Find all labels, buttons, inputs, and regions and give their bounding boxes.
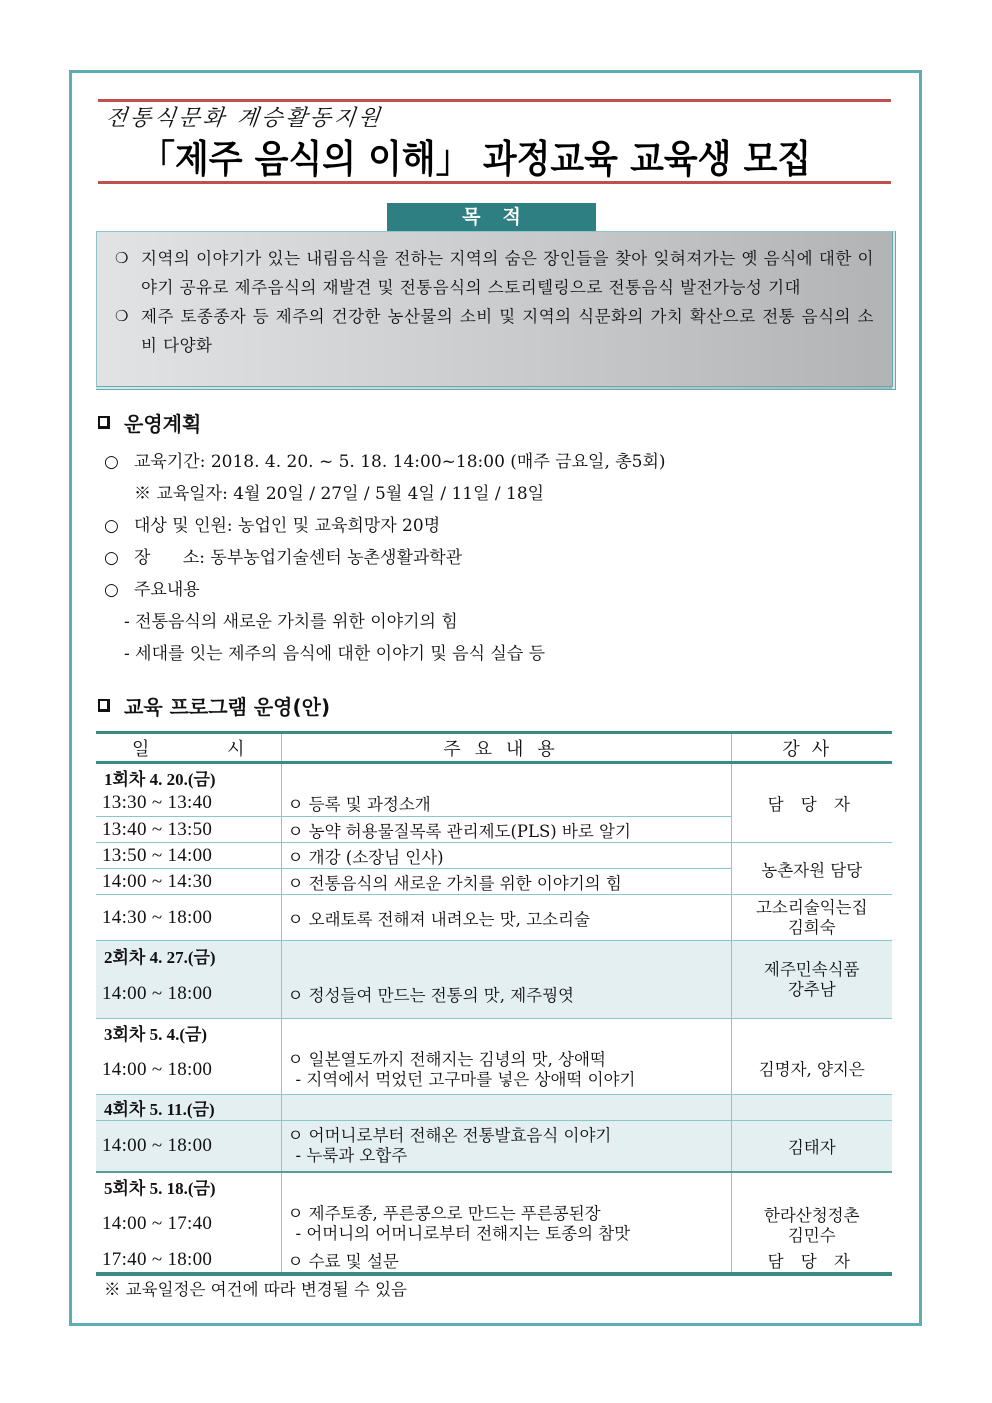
time-cell: 13:30 ~ 13:40 (96, 791, 281, 817)
purpose-tab: 목적 (387, 203, 596, 231)
session-label: 4회차 5. 11.(금) (96, 1095, 281, 1121)
section-heading-program (98, 691, 330, 720)
content-main: ㅇ 일본열도까지 전해지는 김녕의 맛, 상애떡 (287, 1050, 606, 1070)
instructor-org: 고소리술익는집 (755, 897, 868, 917)
title-rule-bottom (98, 181, 891, 184)
table-row (96, 1019, 892, 1047)
purpose-box (96, 231, 896, 390)
instructor-cell (731, 895, 892, 941)
instructor-cell: 김태자 (731, 1121, 892, 1172)
table-row (96, 895, 892, 941)
content-cell: ㅇ 등록 및 과정소개 (281, 791, 731, 817)
plan-item-period (104, 446, 666, 478)
content-main: ㅇ 어머니로부터 전해온 전통발효음식 이야기 (287, 1125, 612, 1145)
plan-dates-text: ※ 교육일자: 4월 20일 / 27일 / 5월 4일 / 11일 / 18일 (134, 484, 545, 504)
content-cell (281, 1047, 731, 1095)
instructor-cell (731, 1172, 892, 1248)
content-sub: - 어머니의 어머니로부터 전해지는 토종의 참맛 (295, 1223, 631, 1243)
table-header-row (96, 733, 892, 763)
session-label: 3회차 5. 4.(금) (96, 1019, 281, 1047)
column-header-instructor: 강사 (731, 733, 892, 763)
plan-list (104, 446, 666, 670)
content-cell: ㅇ 개강 (소장님 인사) (281, 843, 731, 869)
column-header-time: 일 시 (96, 733, 281, 763)
content-cell: ㅇ 오래토록 전해져 내려오는 맛, 고소리술 (281, 895, 731, 941)
purpose-item (115, 244, 874, 302)
table-row (96, 1248, 892, 1274)
circle-bullet-icon: ○ (104, 580, 119, 600)
plan-period-text: 교육기간: 2018. 4. 20. ~ 5. 18. 14:00~18:00 (매주 금요일, 총5회) (134, 452, 666, 472)
purpose-item (115, 302, 874, 360)
circle-bullet-icon: ○ (104, 548, 119, 568)
time-cell: 14:00 ~ 18:00 (96, 1047, 281, 1095)
instructor-cell: 담 당 자 (731, 763, 892, 843)
circle-bullet-icon: ○ (104, 516, 119, 536)
instructor-cell: 농촌자원 담당 (731, 843, 892, 895)
table-row (96, 1172, 892, 1200)
instructor-name: 김민수 (787, 1225, 836, 1245)
plan-item-place (104, 542, 666, 574)
purpose-item-text: 제주 토종종자 등 제주의 건강한 농산물의 소비 및 지역의 식문화의 가치 확산으로 전통 음식의 소비 다양화 (141, 307, 874, 355)
time-cell: 14:00 ~ 18:00 (96, 971, 281, 1019)
time-cell: 14:30 ~ 18:00 (96, 895, 281, 941)
time-cell: 14:00 ~ 18:00 (96, 1121, 281, 1172)
time-cell: 14:00 ~ 14:30 (96, 869, 281, 895)
section-heading-text: 교육 프로그램 운영(안) (124, 695, 331, 719)
square-bullet-icon (98, 699, 110, 712)
instructor-org: 한라산청정촌 (763, 1205, 860, 1225)
circle-bullet-icon: ○ (104, 452, 119, 472)
circle-bullet-icon: ❍ (115, 307, 129, 325)
content-sub: - 누룩과 오합주 (295, 1145, 408, 1165)
plan-item-target (104, 510, 666, 542)
section-heading-plan (98, 408, 201, 437)
session-label: 2회차 4. 27.(금) (96, 941, 281, 971)
section-heading-text: 운영계획 (124, 412, 202, 436)
content-cell (281, 1121, 731, 1172)
plan-content-label: 주요내용 (134, 580, 200, 600)
content-main: ㅇ 제주토종, 푸른콩으로 만드는 푸른콩된장 (287, 1203, 601, 1223)
table-row (96, 1095, 892, 1121)
instructor-name: 강추남 (787, 979, 836, 999)
time-cell: 13:50 ~ 14:00 (96, 843, 281, 869)
table-row (96, 763, 892, 791)
content-sub: - 지역에서 먹었던 고구마를 넣은 상애떡 이야기 (295, 1070, 636, 1090)
square-bullet-icon (98, 416, 110, 429)
circle-bullet-icon: ❍ (115, 249, 129, 267)
content-cell: ㅇ 전통음식의 새로운 가치를 위한 이야기의 힘 (281, 869, 731, 895)
instructor-org: 제주민속식품 (763, 959, 860, 979)
content-cell: ㅇ 정성들여 만드는 전통의 맛, 제주꿩엿 (281, 971, 731, 1019)
instructor-name: 김희숙 (787, 917, 836, 937)
session-label: 5회차 5. 18.(금) (96, 1172, 281, 1200)
schedule-note: ※ 교육일정은 여건에 따라 변경될 수 있음 (104, 1280, 407, 1299)
session-label: 1회차 4. 20.(금) (96, 763, 281, 791)
plan-content-item (104, 638, 666, 670)
time-cell: 13:40 ~ 13:50 (96, 817, 281, 843)
time-cell: 14:00 ~ 17:40 (96, 1200, 281, 1248)
instructor-cell: 김명자, 양지은 (731, 1019, 892, 1095)
plan-content-text: - 전통음식의 새로운 가치를 위한 이야기의 힘 (124, 612, 458, 632)
table-row (96, 843, 892, 869)
content-cell (281, 1200, 731, 1248)
content-cell: ㅇ 농약 허용물질목록 관리제도(PLS) 바로 알기 (281, 817, 731, 843)
column-header-content: 주요내용 (281, 733, 731, 763)
purpose-item-text: 지역의 이야기가 있는 내림음식을 전하는 지역의 숨은 장인들을 찾아 잊혀져가는 옛 음식에 대한 이야기 공유로 제주음식의 재발견 및 전통음식의 스토리텔링으로 전통음식 발전가능성 기대 (141, 249, 874, 297)
program-table (96, 731, 892, 1276)
plan-target-text: 대상 및 인원: 농업인 및 교육희망자 20명 (134, 516, 441, 536)
plan-content-text: - 세대를 잇는 제주의 음식에 대한 이야기 및 음식 실습 등 (124, 644, 546, 664)
table-row (96, 1121, 892, 1172)
instructor-cell (731, 941, 892, 1019)
plan-content-item (104, 606, 666, 638)
instructor-cell: 담 당 자 (731, 1248, 892, 1274)
plan-item-content (104, 574, 666, 606)
page-title: 「제주 음식의 이해」 과정교육 교육생 모집 (140, 137, 812, 181)
page-subtitle: 전통식문화 계승활동지원 (104, 106, 384, 131)
table-row (96, 941, 892, 971)
plan-item-dates (104, 478, 666, 510)
plan-place-text: 장 소: 동부농업기술센터 농촌생활과학관 (134, 548, 463, 568)
time-cell: 17:40 ~ 18:00 (96, 1248, 281, 1274)
content-cell: ㅇ 수료 및 설문 (281, 1248, 731, 1274)
